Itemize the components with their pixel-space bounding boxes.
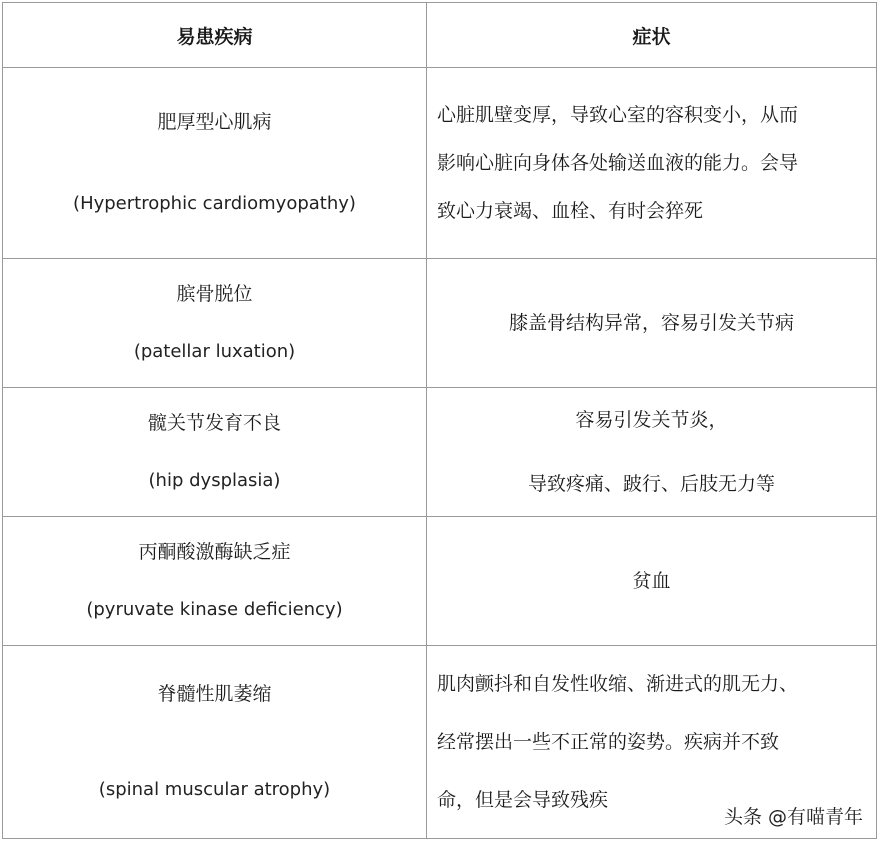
symptom-line: 膝盖骨结构异常，容易引发关节病 (508, 312, 794, 334)
symptom-cell (427, 517, 877, 646)
disease-name-en: (Hypertrophic cardiomyopathy) (73, 193, 356, 214)
symptom-line: 影响心脏向身体各处输送血液的能力。会导 (437, 152, 799, 174)
disease-cell (3, 517, 427, 646)
disease-name-cn: 肥厚型心肌病 (157, 111, 272, 133)
disease-name-en: (hip dysplasia) (148, 470, 281, 491)
symptom-line: 心脏肌壁变厚，导致心室的容积变小，从而 (437, 104, 799, 126)
disease-symptom-table (2, 2, 877, 839)
symptom-cell (427, 259, 877, 388)
symptom-line: 经常摆出一些不正常的姿势。疾病并不致 (437, 731, 780, 753)
disease-name-cn: 髋关节发育不良 (147, 412, 281, 434)
disease-cell (3, 646, 427, 839)
table-row (3, 259, 877, 388)
disease-name-cn: 脊髓性肌萎缩 (157, 683, 272, 705)
symptom-line: 贫血 (632, 570, 671, 592)
header-disease: 易患疾病 (3, 3, 427, 68)
disease-name-cn: 膑骨脱位 (176, 283, 253, 305)
disease-name-en: (spinal muscular atrophy) (98, 779, 331, 800)
symptom-line: 肌肉颤抖和自发性收缩、渐进式的肌无力、 (437, 673, 799, 695)
symptom-line: 导致疼痛、跛行、后肢无力等 (527, 473, 775, 495)
disease-cell (3, 68, 427, 259)
disease-name-cn: 丙酮酸激酶缺乏症 (138, 541, 291, 563)
table-header-row (3, 3, 877, 68)
table-row (3, 388, 877, 517)
disease-name-en: (pyruvate kinase deficiency) (86, 599, 343, 620)
symptom-line: 容易引发关节炎， (575, 409, 728, 431)
symptom-cell (427, 68, 877, 259)
disease-name-en: (patellar luxation) (133, 341, 296, 362)
symptom-cell (427, 388, 877, 517)
table-row (3, 517, 877, 646)
symptom-line: 命，但是会导致残疾 (437, 789, 609, 811)
disease-cell (3, 259, 427, 388)
header-symptom: 症状 (427, 3, 877, 68)
symptom-line: 致心力衰竭、血栓、有时会猝死 (437, 200, 704, 222)
table-row (3, 68, 877, 259)
disease-cell (3, 388, 427, 517)
source-watermark: 头条 @有喵青年 (723, 806, 863, 828)
